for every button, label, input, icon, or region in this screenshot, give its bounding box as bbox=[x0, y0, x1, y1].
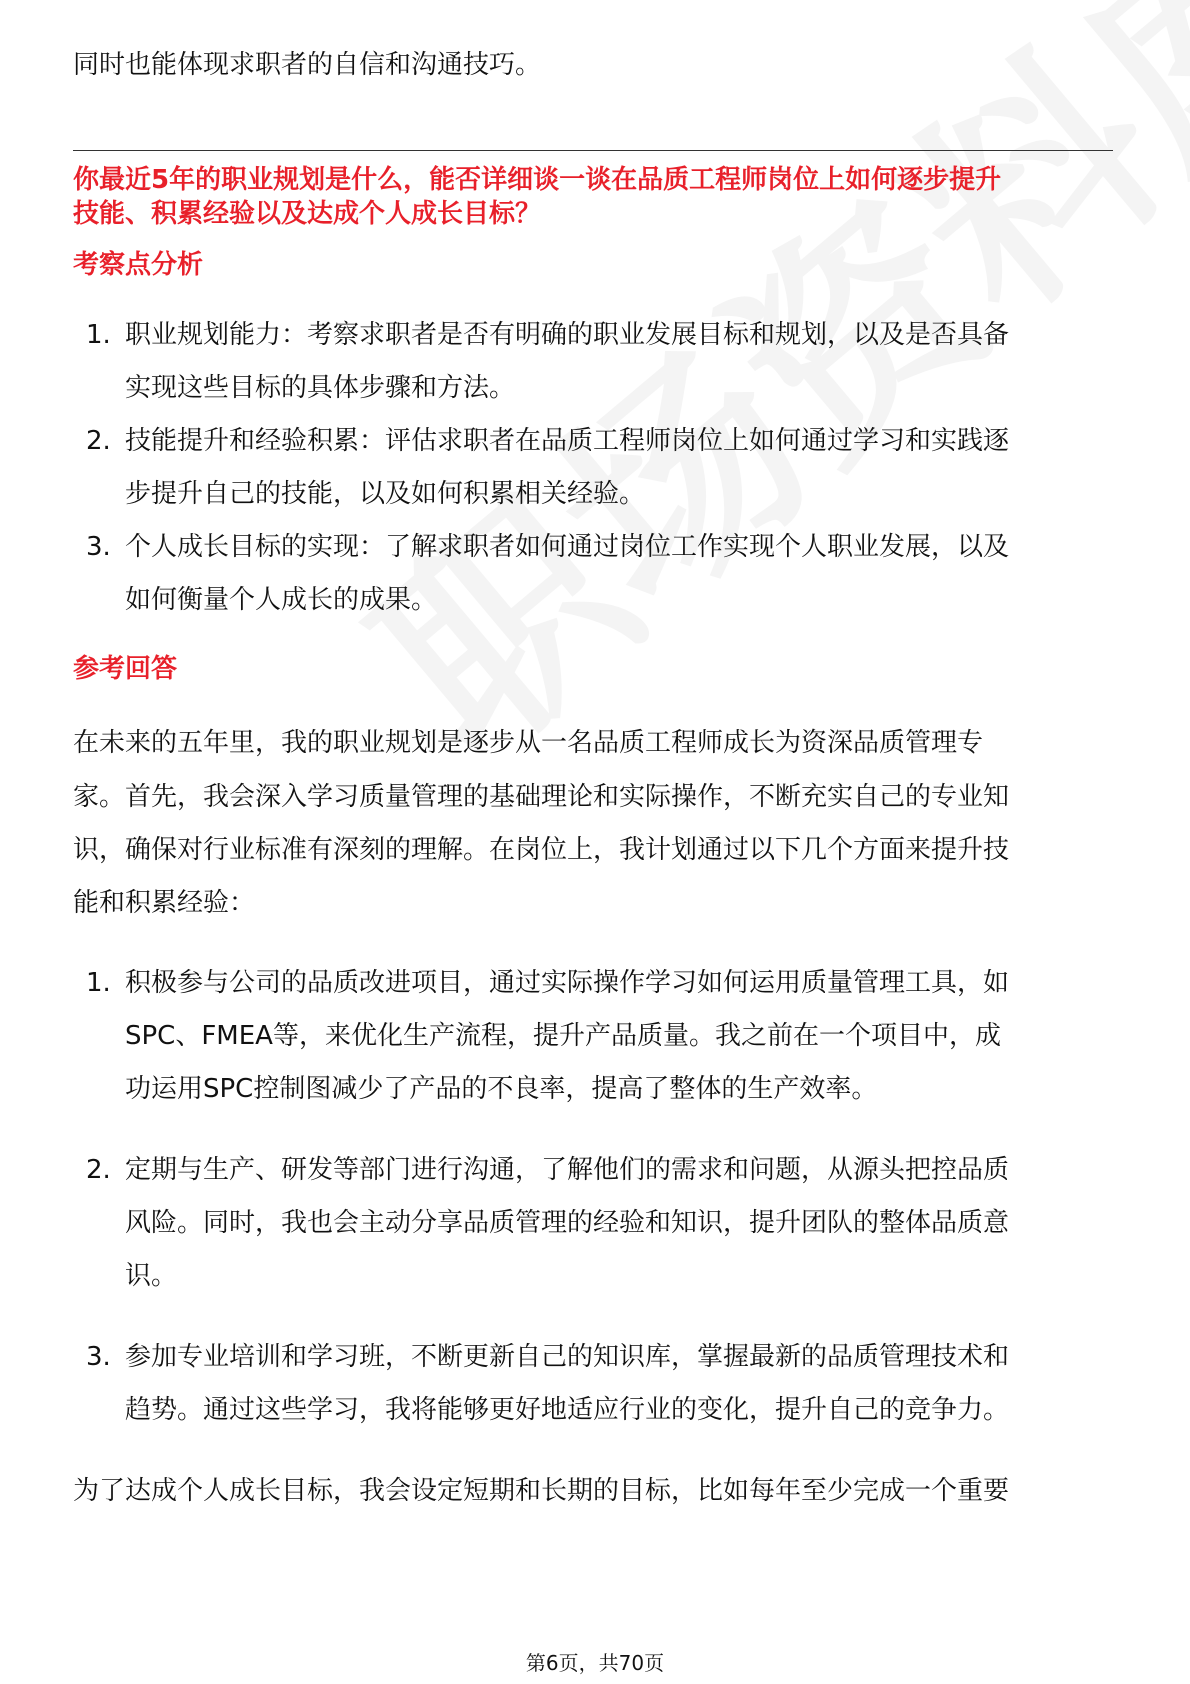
divider bbox=[73, 150, 1113, 151]
answer-para1-line-3: 识，确保对行业标准有深刻的理解。在岗位上，我计划通过以下几个方面来提升技 bbox=[73, 835, 1010, 865]
answer-item-1-line-3: 功运用SPC控制图减少了产品的不良率，提高了整体的生产效率。 bbox=[125, 1074, 878, 1104]
analysis-item-2-line-2: 步提升自己的技能，以及如何积累相关经验。 bbox=[125, 479, 646, 509]
intro-tail-text: 同时也能体现求职者的自信和沟通技巧。 bbox=[73, 50, 542, 80]
analysis-item-3-number: 3. bbox=[86, 532, 111, 562]
analysis-item-1-line-1: 职业规划能力：考察求职者是否有明确的职业发展目标和规划，以及是否具备 bbox=[125, 320, 1010, 350]
analysis-item-2-number: 2. bbox=[86, 426, 111, 456]
answer-para1-line-1: 在未来的五年里，我的职业规划是逐步从一名品质工程师成长为资深品质管理专 bbox=[73, 728, 984, 758]
watermark bbox=[300, 0, 1190, 814]
analysis-heading: 考察点分析 bbox=[73, 250, 204, 280]
answer-item-1-line-2: SPC、FMEA等，来优化生产流程，提升产品质量。我之前在一个项目中，成 bbox=[125, 1021, 1001, 1051]
answer-item-3-line-1: 参加专业培训和学习班，不断更新自己的知识库，掌握最新的品质管理技术和 bbox=[125, 1342, 1010, 1372]
answer-item-1-number: 1. bbox=[86, 968, 111, 998]
answer-item-3-line-2: 趋势。通过这些学习，我将能够更好地适应行业的变化，提升自己的竞争力。 bbox=[125, 1395, 1010, 1425]
answer-item-3-number: 3. bbox=[86, 1342, 111, 1372]
answer-para1-line-4: 能和积累经验： bbox=[73, 888, 256, 918]
answer-item-2-line-1: 定期与生产、研发等部门进行沟通，了解他们的需求和问题，从源头把控品质 bbox=[125, 1155, 1010, 1185]
analysis-item-1-number: 1. bbox=[86, 320, 111, 350]
analysis-item-1-line-2: 实现这些目标的具体步骤和方法。 bbox=[125, 373, 516, 403]
analysis-item-3-line-1: 个人成长目标的实现：了解求职者如何通过岗位工作实现个人职业发展，以及 bbox=[125, 532, 1010, 562]
question-line-1: 你最近5年的职业规划是什么，能否详细谈一谈在品质工程师岗位上如何逐步提升 bbox=[73, 165, 1002, 195]
answer-para2-line-1: 为了达成个人成长目标，我会设定短期和长期的目标，比如每年至少完成一个重要 bbox=[73, 1476, 1010, 1506]
answer-para1-line-2: 家。首先，我会深入学习质量管理的基础理论和实际操作，不断充实自己的专业知 bbox=[73, 782, 1010, 812]
analysis-item-2-line-1: 技能提升和经验积累：评估求职者在品质工程师岗位上如何通过学习和实践逐 bbox=[125, 426, 1010, 456]
analysis-item-3-line-2: 如何衡量个人成长的成果。 bbox=[125, 585, 438, 615]
answer-item-2-line-3: 识。 bbox=[125, 1261, 178, 1291]
question-line-2: 技能、积累经验以及达成个人成长目标？ bbox=[73, 199, 542, 229]
page-number-footer: 第6页，共70页 bbox=[525, 1651, 665, 1675]
answer-item-1-line-1: 积极参与公司的品质改进项目，通过实际操作学习如何运用质量管理工具，如 bbox=[125, 968, 1010, 998]
answer-heading: 参考回答 bbox=[73, 654, 178, 684]
answer-item-2-number: 2. bbox=[86, 1155, 111, 1185]
answer-item-2-line-2: 风险。同时，我也会主动分享品质管理的经验和知识，提升团队的整体品质意 bbox=[125, 1208, 1010, 1238]
